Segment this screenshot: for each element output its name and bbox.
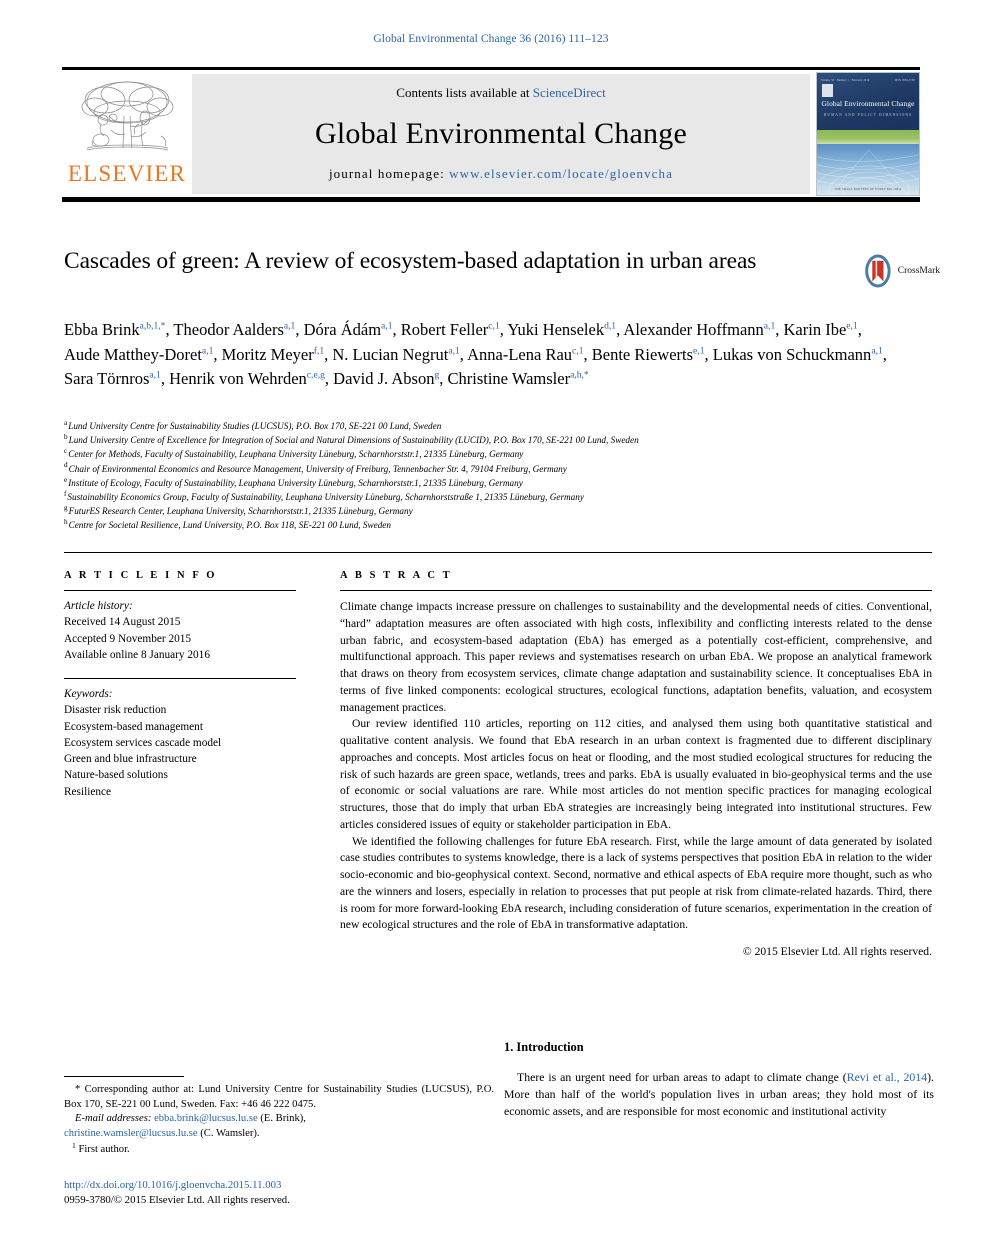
- abstract-heading: A B S T R A C T: [340, 570, 453, 581]
- affiliation-text: Sustainability Economics Group, Faculty of Sustainability, Leuphana University Lüneburg, Scharnhorststraße 1, 21335 Lüneburg, Germany: [67, 491, 584, 502]
- running-head: Global Environmental Change 36 (2016) 111–123: [373, 33, 609, 45]
- first-author-marker: 1: [72, 1140, 76, 1150]
- cover-title: Global Environmental Change: [821, 99, 915, 109]
- article-history-item: Accepted 9 November 2015: [64, 632, 192, 645]
- affiliation-item: [64, 419, 934, 433]
- keywords-label: Keywords:: [64, 688, 113, 701]
- keyword-items: [64, 702, 310, 800]
- abstract-paragraph: Our review identified 110 articles, reporting on 112 cities, and analysed them using both quantitative statistical and qualitative content analysis. We found that EbA research in an urban context is fragmented due to different disciplinary approaches and concepts. Most articles focus on heat or flooding, and the most studied ecological structures for reducing the risk of such hazards are green space, wetlands, trees and parks. EbA is usually evaluated in bio-geophysical terms and the use of economic or social valuations are rare. While most articles do not mention specific practices for managing ecological structures, those that do imply that urban EbA strategies are increasingly being integrated into institutional structures. Few articles considered issues of equity or stakeholder participation in EbA.: [340, 717, 932, 831]
- journal-title: Global Environmental Change: [315, 116, 687, 150]
- affiliation-marker: f: [64, 489, 67, 498]
- email-addresses-line: [64, 1112, 494, 1141]
- cover-green-band: [817, 130, 919, 143]
- cover-blue-band: [817, 144, 919, 195]
- affiliation-item: [64, 447, 934, 461]
- banner-bottom-rule: [62, 197, 920, 202]
- affiliation-marker: e: [64, 475, 68, 484]
- doi-block: [64, 1178, 494, 1209]
- keywords-group: [64, 686, 310, 800]
- affiliation-text: Lund University Centre of Excellence for Integration of Social and Natural Dimensions of Sustainability (LUCID), P.O. Box 170, SE-221 00 Lund, Sweden: [68, 435, 639, 446]
- email-addresses-label: E-mail addresses:: [75, 1113, 152, 1125]
- banner-center: [192, 74, 810, 194]
- keyword-item: Disaster risk reduction: [64, 704, 167, 717]
- homepage-prefix: journal homepage:: [328, 166, 450, 181]
- abstract-paragraph: Climate change impacts increase pressure on challenges to sustainability and the developmental needs of cities. Conventional, “hard” adaptation measures are often associated with high costs, inflexibility and conflicting interests related to the dense urban fabric, and ecosystem-based adaptation (EbA) has emerged as a potentially cost-efficient, comprehensive, and multifunctional approach. This paper reviews and systematises research on urban EbA. We propose an analytical framework that draws on theory from ecosystem services, climate change adaptation and sustainability science. It conceptualises EbA in terms of five linked components: ecological structures, ecological functions, adaptation benefits, valuation, and ecosystem management practices.: [340, 600, 932, 714]
- journal-cover-thumbnail: [816, 74, 920, 194]
- email-name-wamsler: (C. Wamsler).: [200, 1127, 260, 1139]
- abstract-rule: [340, 590, 932, 591]
- abstract-paragraphs: [340, 599, 932, 934]
- affiliation-item: [64, 462, 934, 476]
- cover-issue-left: Volume 36 · Number 1 · February 2016: [821, 79, 870, 82]
- introduction-heading: 1. Introduction: [504, 1040, 584, 1054]
- contents-list-line: [396, 85, 605, 101]
- article-history-items: [64, 614, 310, 663]
- affiliation-marker: a: [64, 418, 68, 427]
- cover-image: [816, 72, 920, 196]
- article-history-group: [64, 598, 310, 663]
- contents-prefix: Contents lists available at: [396, 85, 533, 100]
- affiliation-text: Institute of Ecology, Faculty of Sustainability, Leuphana University Lüneburg, Scharnhorststr.1, 21335 Lüneburg, Germany: [68, 477, 523, 488]
- cover-subtitle: HUMAN AND POLICY DIMENSIONS: [823, 113, 913, 118]
- first-author-note: [64, 1140, 494, 1158]
- keyword-item: Ecosystem services cascade model: [64, 736, 222, 749]
- affiliation-item: [64, 504, 934, 518]
- banner-top-rule: [62, 67, 920, 70]
- introduction-paragraph: [504, 1069, 934, 1120]
- intro-text-pre: There is an urgent need for urban areas to adapt to climate change (: [517, 1070, 847, 1084]
- journal-homepage-line: [329, 166, 673, 182]
- affiliation-item: [64, 518, 934, 532]
- title-block: [64, 246, 854, 277]
- corresponding-author-footnote: [64, 1076, 494, 1158]
- crossmark-badge[interactable]: [862, 251, 940, 291]
- introduction-section: [504, 1040, 934, 1120]
- affiliation-list: [64, 419, 934, 532]
- article-history-item: Received 14 August 2015: [64, 616, 181, 629]
- corresponding-author-text: * Corresponding author at: Lund University Centre for Sustainability Studies (LUCSUS), P.O. Box 170, SE-221 00 Lund, Sweden. Fax: +46 46 222 0475.: [64, 1084, 494, 1110]
- page-title: Cascades of green: A review of ecosystem-based adaptation in urban areas: [64, 248, 757, 274]
- email-name-brink: (E. Brink),: [260, 1113, 306, 1125]
- keyword-item: Nature-based solutions: [64, 769, 168, 782]
- cover-top-panel: [817, 73, 919, 130]
- article-history-label: Article history:: [64, 600, 133, 612]
- elsevier-logo: [62, 74, 192, 194]
- affiliation-text: FuturES Research Center, Leuphana University, Scharnhorststr.1, 21335 Lüneburg, Germany: [68, 506, 413, 517]
- affiliation-text: Chair of Environmental Economics and Resource Management, University of Freiburg, Tennenbacher Str. 4, 79104 Freiburg, Germany: [68, 463, 567, 474]
- abstract-paragraph: We identified the following challenges for future EbA research. First, while the large amount of data generated by isolated case studies contributes to systems knowledge, there is a lack of systems perspectives that position EbA in relation to the wider socio-economic and bio-geophysical context. Second, normative and ethical aspects of EbA require more thought, such as who are the winners and losers, especially in relation to processes that put people at risk from climate-related hazards. Third, there is room for more forward-looking EbA research, including consideration of future scenarios, experimentation in the creation of new ecological structures and the role of EbA in transformative adaptation.: [340, 834, 932, 932]
- journal-homepage-link[interactable]: www.elsevier.com/locate/gloenvcha: [449, 166, 674, 181]
- abstract-copyright: © 2015 Elsevier Ltd. All rights reserved.: [742, 945, 932, 958]
- first-author-text: First author.: [78, 1144, 130, 1156]
- author-list: Ebba Brink$^{a,b,1,*}$, Theodor Aalders$^{a,1}$, Dóra Ádám$^{a,1}$, Robert Feller$^{c,1}$, Yuki Henselek$^{d,1}$, Alexander Hoffmann$^{a,1}$, Karin Ibe$^{e,1}$, Aude Matthey-Doret$^{a,1}$, Moritz Meyer$^{f,1}$, N. Lucian Negrut$^{a,1}$, Anna-Lena Rau$^{c,1}$, Bente Riewerts$^{e,1}$, Lukas von Schuckmann$^{a,1}$, Sara Törnros$^{a,1}$, Henrik von Wehrden$^{c,e,g}$, David J. Abson$^g$, Christine Wamsler$^{a,h,*}$: [64, 320, 887, 389]
- email-link-brink[interactable]: ebba.brink@lucsus.lu.se: [154, 1113, 258, 1125]
- article-info-heading: A R T I C L E I N F O: [64, 570, 218, 581]
- keyword-item: Ecosystem-based management: [64, 720, 203, 733]
- affiliation-marker: b: [64, 433, 68, 442]
- affiliation-marker: g: [64, 503, 68, 512]
- affiliation-text: Centre for Societal Resilience, Lund University, P.O. Box 118, SE-221 00 Lund, Sweden: [68, 520, 391, 531]
- affiliation-text: Center for Methods, Faculty of Sustainability, Leuphana University Lüneburg, Scharnhorststr.1, 21335 Lüneburg, Germany: [68, 449, 524, 460]
- affiliation-marker: d: [64, 461, 68, 470]
- cover-elsevier-mark-icon: [822, 84, 833, 97]
- keyword-item: Resilience: [64, 785, 112, 798]
- article-info-column: [64, 570, 310, 800]
- cover-footer-text: THE SMALL MATTERS OF EVERY BIG IDEA: [834, 186, 902, 191]
- cover-issue-right: ISSN 0959-3780: [894, 79, 915, 82]
- affiliation-item: [64, 433, 934, 447]
- keyword-item: Green and blue infrastructure: [64, 753, 197, 766]
- elsevier-wordmark: ELSEVIER: [67, 161, 187, 186]
- elsevier-tree-icon: [75, 76, 179, 160]
- doi-link[interactable]: http://dx.doi.org/10.1016/j.gloenvcha.2015.11.003: [64, 1179, 282, 1191]
- section-separator-rule: [64, 552, 932, 553]
- issn-copyright-line: 0959-3780/© 2015 Elsevier Ltd. All rights reserved.: [64, 1194, 290, 1207]
- affiliation-text: Lund University Centre for Sustainability Studies (LUCSUS), P.O. Box 170, SE-221 00 Lund, Sweden: [68, 421, 442, 431]
- abstract-column: [340, 570, 932, 958]
- affiliation-item: [64, 476, 934, 490]
- article-info-rule-2: [64, 678, 296, 679]
- footnote-rule: [64, 1076, 184, 1077]
- journal-banner: [62, 74, 920, 194]
- email-link-wamsler[interactable]: christine.wamsler@lucsus.lu.se: [64, 1127, 198, 1139]
- article-history-item: Available online 8 January 2016: [64, 648, 210, 661]
- crossmark-label: CrossMark: [897, 266, 940, 276]
- intro-text-post: ). More than half of the world's population lives in urban areas; they hold most of its economic assets, and are responsible for most economic and institutional activity: [504, 1070, 934, 1119]
- cover-issue-line: [821, 78, 915, 83]
- affiliation-item: [64, 490, 934, 504]
- affiliation-marker: c: [64, 447, 68, 456]
- sciencedirect-link[interactable]: ScienceDirect: [532, 85, 606, 100]
- crossmark-icon: [862, 254, 894, 288]
- affiliation-marker: h: [64, 518, 68, 527]
- article-info-rule-1: [64, 590, 296, 591]
- citation-link-revi[interactable]: Revi et al., 2014: [846, 1070, 928, 1084]
